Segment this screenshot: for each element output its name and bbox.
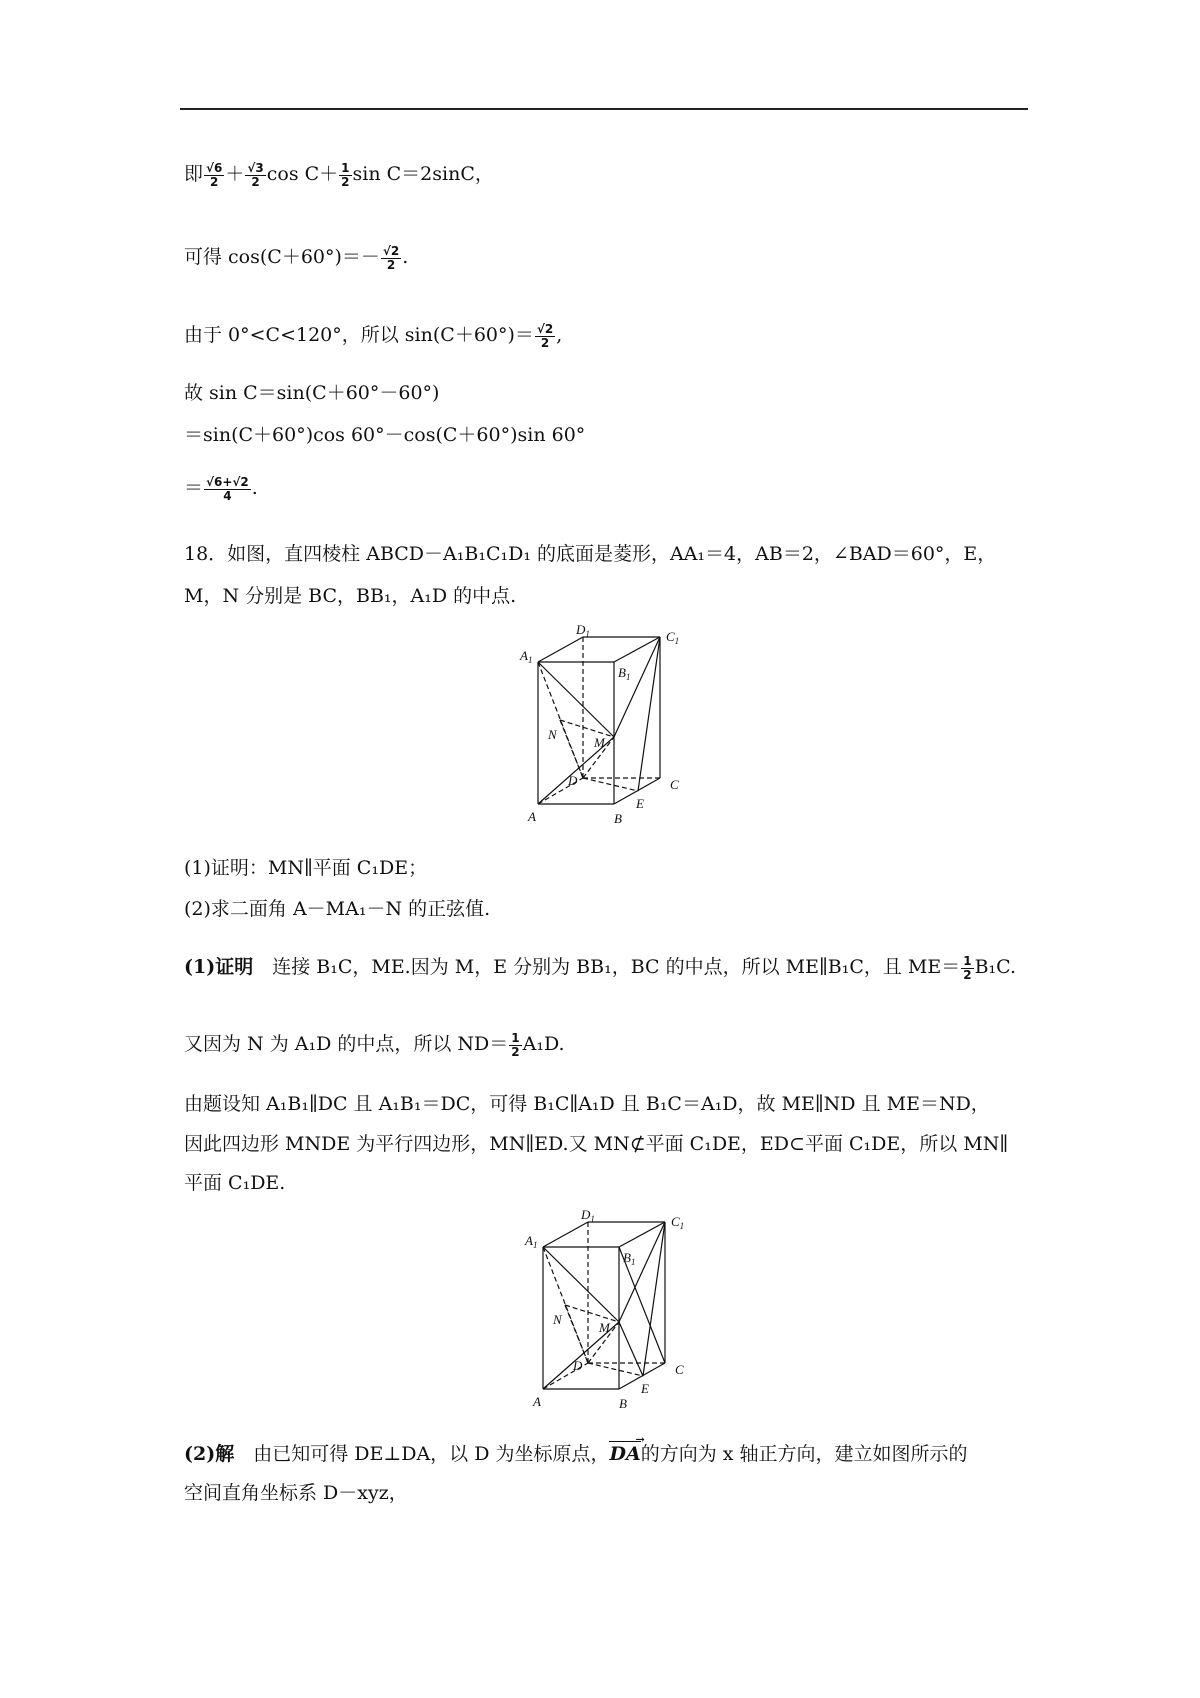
label-E: E <box>641 1381 649 1396</box>
label-A: A <box>528 809 536 824</box>
solution-2-line-2: 空间直角坐标系 D－xyz， <box>184 1482 408 1504</box>
label-B1: $B_1$ <box>618 665 631 682</box>
label-E: E <box>636 796 644 811</box>
solution-1-line-5: 平面 C₁DE. <box>184 1172 286 1194</box>
header-rule <box>180 108 1028 110</box>
label-B: B <box>619 1396 627 1411</box>
label-C1: $C_1$ <box>666 629 680 646</box>
equation-line-3: 由于 0°<C<120°，所以 sin(C＋60°)＝ $\frac{√2}{2}$ , <box>184 322 563 350</box>
label-B1: $B_1$ <box>623 1250 636 1267</box>
label-M: M <box>594 735 605 750</box>
solution-2-line-1: (2)解 由已知可得 DE⊥DA，以 D 为坐标原点，DA → 的方向为 x 轴正方向，建立如图所示的 <box>184 1433 968 1465</box>
solution-1-line-1: (1)证明 连接 B₁C，ME.因为 M，E 分别为 BB₁，BC 的中点，所以 ME∥B₁C，且 ME＝ $\frac{1}{2}$ B₁C. <box>184 954 1017 982</box>
fraction: $\frac{1}{2}$ <box>511 1031 520 1059</box>
label-A: A <box>533 1394 541 1409</box>
label-N: N <box>548 727 557 742</box>
equation-line-1: 即 $\frac{√6}{2}$ ＋ $\frac{√3}{2}$ cos C＋ $\frac{1}{2}$ sin C＝2sinC， <box>184 161 494 189</box>
solution-1-line-4: 因此四边形 MNDE 为平行四边形，MN∥ED.又 MN⊄平面 C₁DE，ED⊂平面 C₁DE，所以 MN∥ <box>184 1133 1009 1155</box>
label-D1: $D_1$ <box>576 625 590 639</box>
fraction: $\frac{√2}{2}$ <box>382 244 400 272</box>
solution-1-line-3: 由题设知 A₁B₁∥DC 且 A₁B₁＝DC，可得 B₁C∥A₁D 且 B₁C＝A₁D，故 ME∥ND 且 ME＝ND， <box>184 1093 990 1115</box>
fraction: $\frac{√6}{2}$ <box>206 161 223 189</box>
label-N: N <box>553 1312 562 1327</box>
equation-line-5: ＝sin(C＋60°)cos 60°－cos(C＋60°)sin 60° <box>184 424 586 446</box>
prism-figure-1 <box>510 625 700 840</box>
label-D1: $D_1$ <box>581 1210 595 1224</box>
label-D: D <box>573 1358 583 1373</box>
label-C: C <box>675 1362 684 1377</box>
vector-DA: DA → <box>609 1433 645 1465</box>
fraction: $\frac{√3}{2}$ <box>247 161 264 189</box>
sub-question-1: (1)证明：MN∥平面 C₁DE； <box>184 857 428 879</box>
equation-line-4: 故 sin C＝sin(C＋60°－60°) <box>184 382 440 404</box>
fraction: $\frac{1}{2}$ <box>341 161 350 189</box>
fraction: $\frac{1}{2}$ <box>963 954 972 982</box>
fraction: $\frac{√6+√2}{4}$ <box>206 475 249 503</box>
sub-question-2: (2)求二面角 A－MA₁－N 的正弦值. <box>184 898 491 920</box>
solution-1-line-2: 又因为 N 为 A₁D 的中点，所以 ND＝ $\frac{1}{2}$ A₁D. <box>184 1031 565 1059</box>
equation-line-2: 可得 cos(C＋60°)＝－ $\frac{√2}{2}$ . <box>184 244 409 272</box>
prism-figure-2 <box>515 1210 705 1425</box>
equation-line-6: ＝ $\frac{√6+√2}{4}$ . <box>184 475 258 503</box>
label-A1: $A_1$ <box>525 1233 538 1250</box>
fraction: $\frac{√2}{2}$ <box>536 322 554 350</box>
label-M: M <box>599 1320 610 1335</box>
label-C1: $C_1$ <box>671 1214 685 1231</box>
question-18-line-1: 18．如图，直四棱柱 ABCD－A₁B₁C₁D₁ 的底面是菱形，AA₁＝4，AB＝2，∠BAD＝60°，E， <box>184 543 997 565</box>
label-B: B <box>614 811 622 826</box>
label-C: C <box>670 777 679 792</box>
label-A1: $A_1$ <box>520 648 533 665</box>
question-18-line-2: M，N 分别是 BC，BB₁，A₁D 的中点. <box>184 585 517 607</box>
label-D: D <box>568 773 578 788</box>
